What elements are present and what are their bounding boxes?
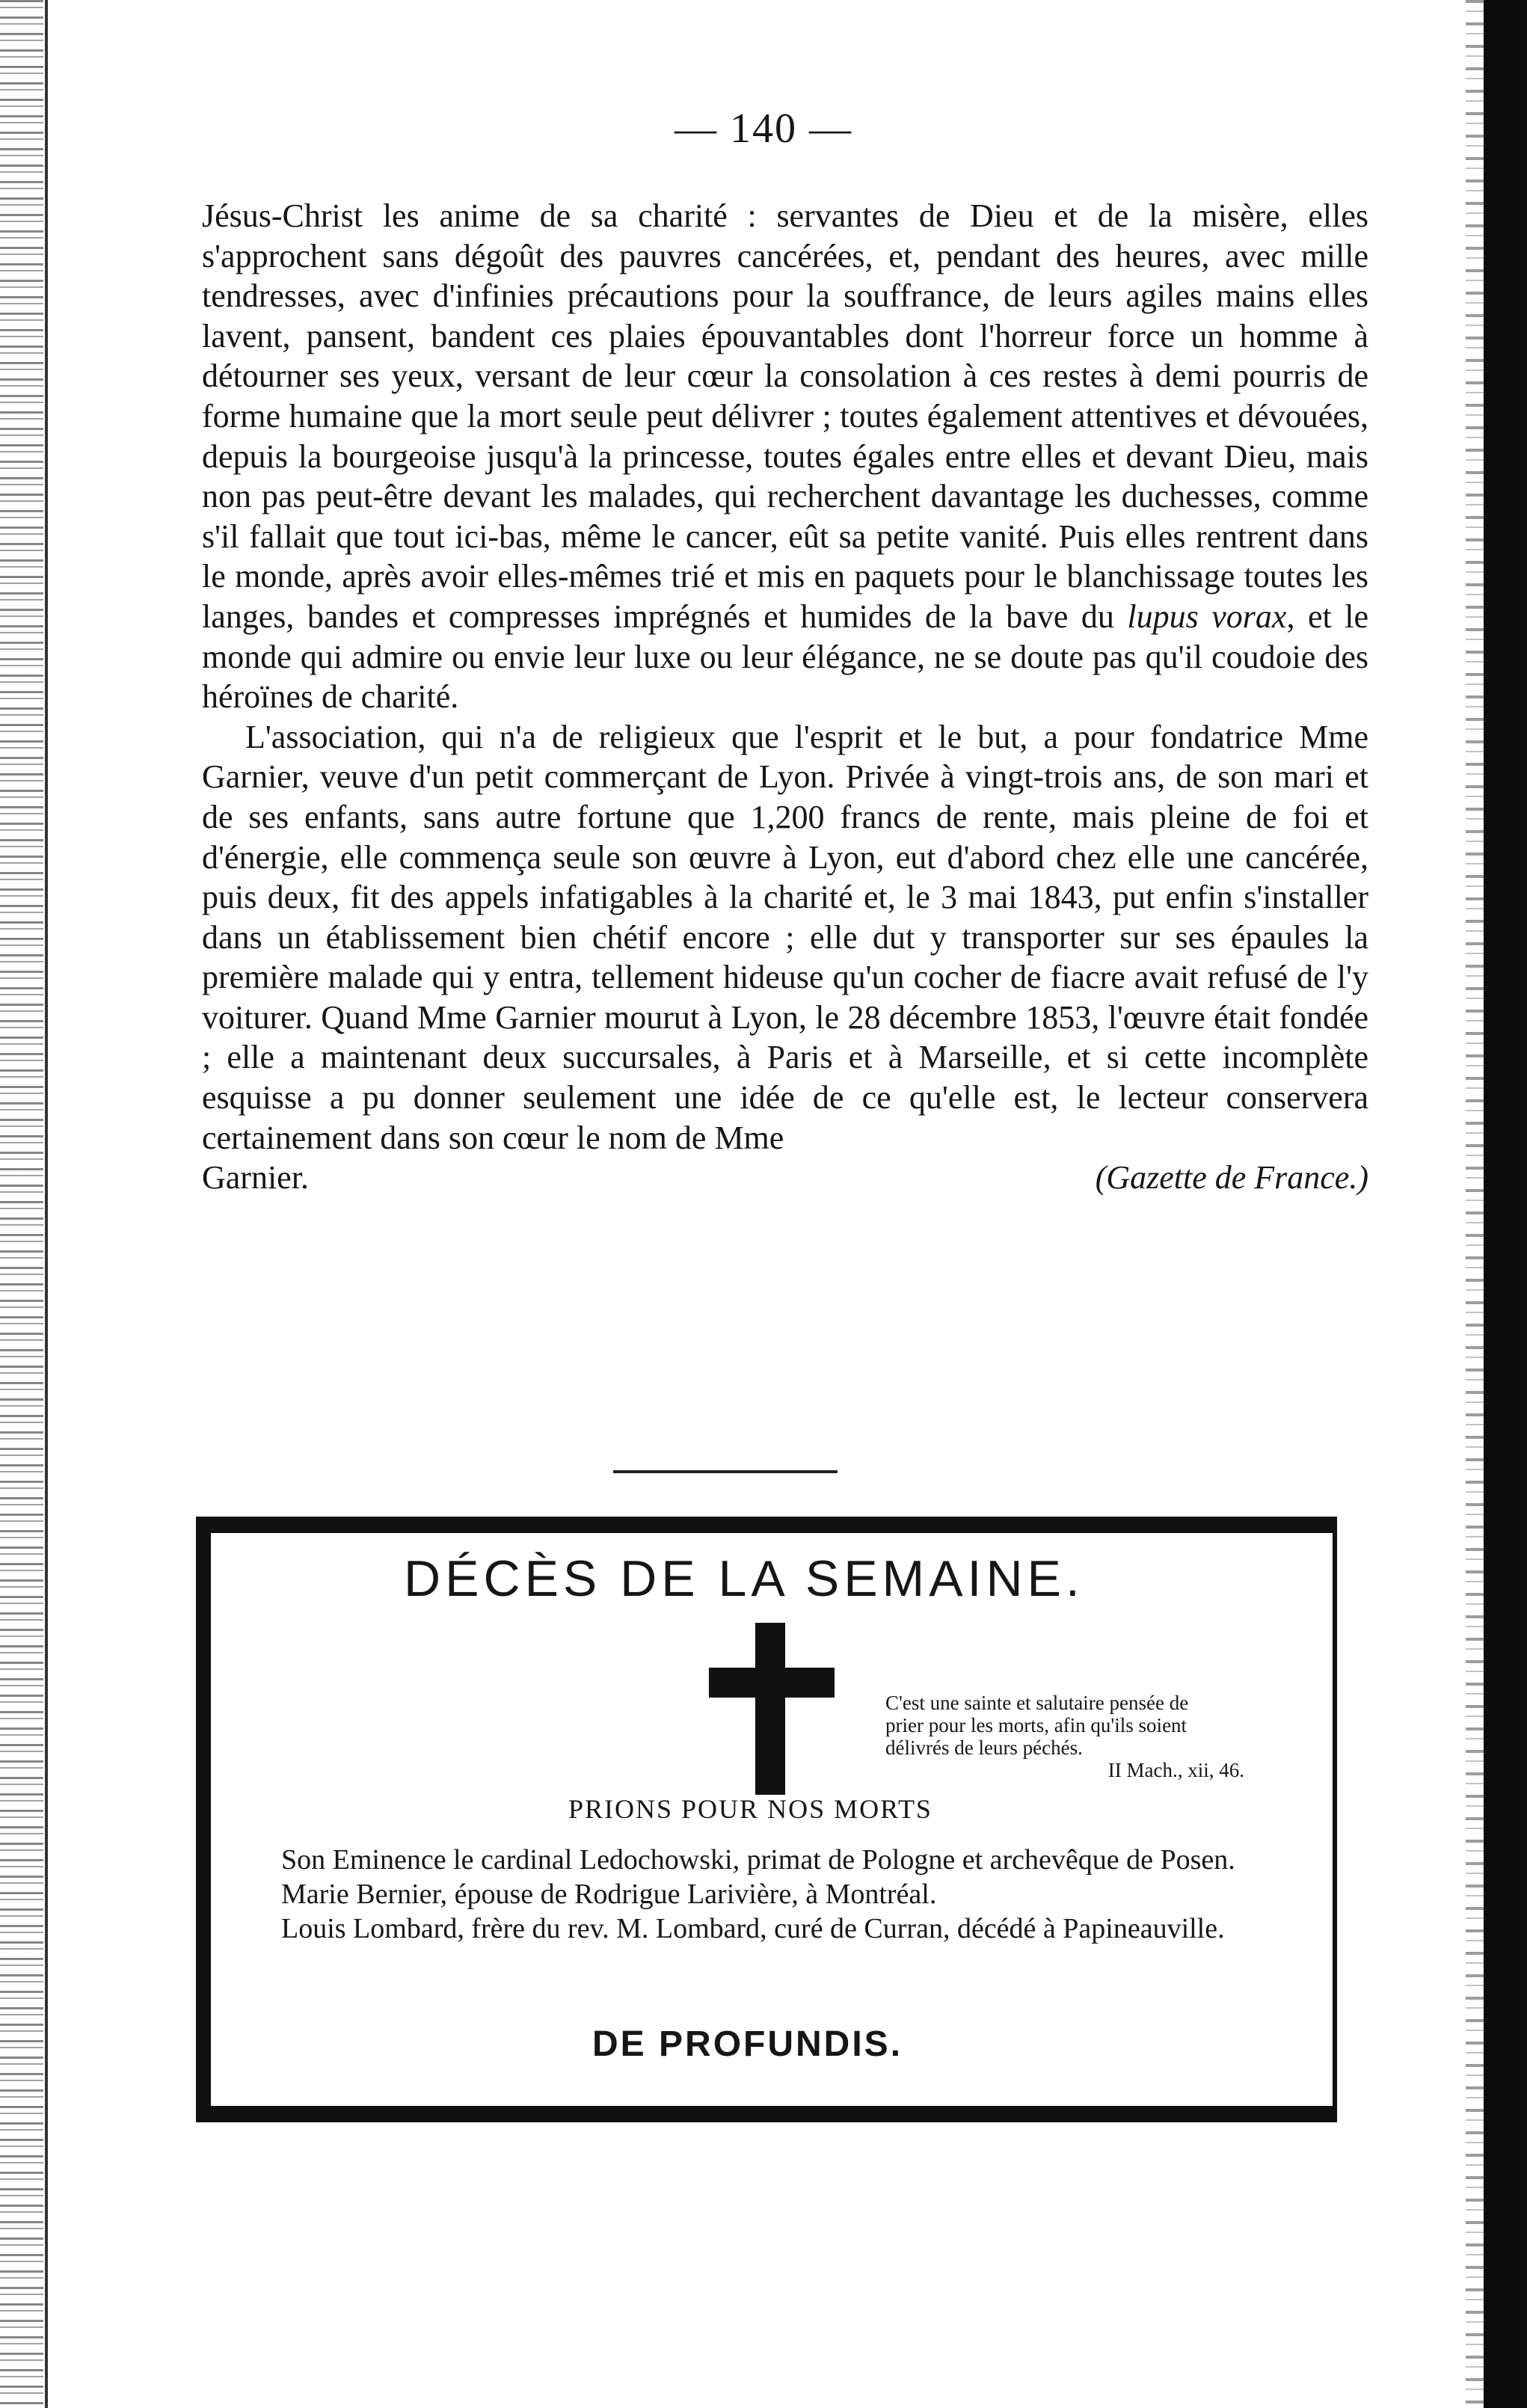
cross-icon-bar <box>709 1668 835 1698</box>
attribution-line <box>202 1158 1368 1198</box>
scan-left-margin <box>0 0 43 2408</box>
page-number: — 140 — <box>675 105 852 152</box>
quote-line: prier pour les morts, afin qu'ils soient <box>885 1714 1188 1736</box>
obituary-entry: Marie Bernier, épouse de Rodrigue Larivière, à Montréal. <box>281 1879 937 1910</box>
scan-left-edge <box>45 0 48 2408</box>
source-attribution: (Gazette de France.) <box>1095 1159 1368 1197</box>
lupus-term: lupus vorax <box>1127 598 1287 635</box>
scan-right-margin <box>1484 0 1527 2408</box>
obituary-entries <box>241 1843 1333 1946</box>
obituary-entry: Louis Lombard, frère du rev. M. Lombard, curé de Curran, décédé à Papineauville. <box>281 1913 1225 1944</box>
paragraph-1-end: , et le monde qui admire ou envie leur luxe ou leur élégance, ne se doute pas qu'il coudoie des héroïnes de charité. <box>202 598 1369 716</box>
quote-reference: II Mach., xii, 46. <box>1107 1759 1244 1781</box>
paragraph-1-text: Jésus-Christ les anime de sa charité : servantes de Dieu et de la misère, elles s'approchent sans dégoût des pauvres cancérées, et, pendant des heures, avec mille tendresses, avec d'infinies précautions pour la souffrance, de leurs agiles mains elles lavent, pansent, bandent ces plaies épouvantables dont l'horreur force un homme à détourner ses yeux, versant de leur cœur la consolation à ces restes à demi pourris de forme humaine que la mort seule peut délivrer ; toutes également attentives et dévouées, depuis la bourgeoise jusqu'à la princesse, toutes égales entre elles et devant Dieu, mais non pas peut-être devant les malades, qui recherchent davantage les duchesses, comme s'il fallait que tout ici-bas, même le cancer, eût sa petite vanité. Puis elles rentrent dans le monde, après avoir elles-mêmes trié et mis en paquets pour le blanchissage toutes les langes, bandes et compresses imprégnés et humides de la bave du <box>202 197 1368 635</box>
de-profundis: DE PROFUNDIS. <box>592 2024 903 2064</box>
paragraph-2: L'association, qui n'a de religieux que l'esprit et le but, a pour fondatrice Mme Garnier, veuve d'un petit commerçant de Lyon. Privée à vingt-trois ans, de son mari et de ses enfants, sans autre fortune que 1,200 francs de rente, mais pleine de foi et d'énergie, elle commença seule son œuvre à Lyon, eut d'abord chez elle une cancérée, puis deux, fit des appels infatigables à la charité et, le 3 mai 1843, put enfin s'installer dans un établissement bien chétif encore ; elle dut y transporter sur ses épaules la première malade qui y entra, tellement hideuse qu'un cocher de fiacre avait refusé de l'y voiturer. Quand Mme Garnier mourut à Lyon, le 28 décembre 1853, l'œuvre était fondée ; elle a maintenant deux succursales, à Paris et à Marseille, et si cette incomplète esquisse a pu donner seulement une idée de ce qu'elle est, le lecteur conservera certainement dans son cœur le nom de Mme <box>202 718 1368 1156</box>
article-body <box>202 196 1368 1198</box>
obituary-entry: Son Eminence le cardinal Ledochowski, primat de Pologne et archevêque de Posen. <box>281 1844 1235 1876</box>
scan-right-inner <box>1466 0 1484 2408</box>
paragraph-1 <box>202 196 1368 717</box>
final-word: Garnier. <box>202 1159 309 1197</box>
obituary-title: DÉCÈS DE LA SEMAINE. <box>404 1550 1084 1607</box>
scripture-quote <box>885 1692 1334 1781</box>
quote-line: C'est une sainte et salutaire pensée de <box>885 1692 1189 1714</box>
separator-rule <box>613 1470 838 1473</box>
cross-icon <box>755 1623 785 1795</box>
prions-heading: PRIONS POUR NOS MORTS <box>568 1794 933 1824</box>
quote-line: délivrés de leurs péchés. <box>885 1736 1083 1759</box>
